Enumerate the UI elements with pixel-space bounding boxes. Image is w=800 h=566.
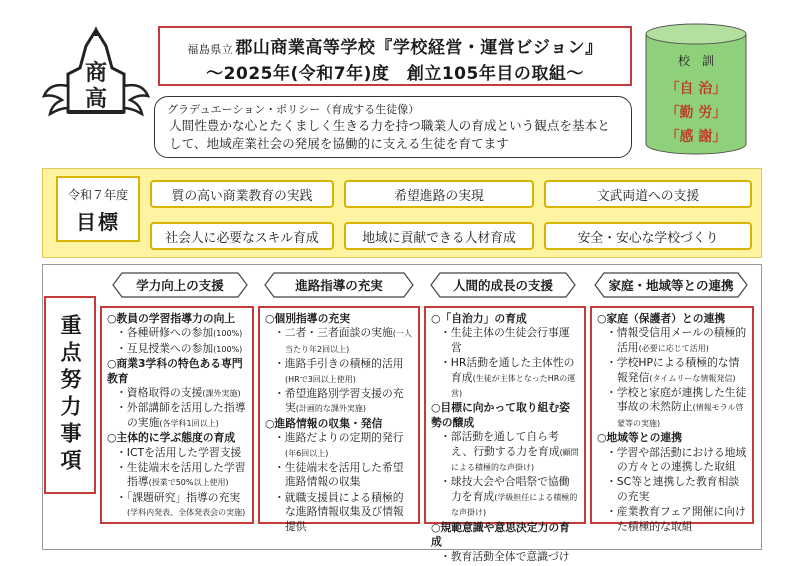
goal-item-5: 地域に貢献できる人材育成	[344, 222, 534, 250]
title-line2: ～2025年(令和7年)度 創立105年目の取組～	[206, 64, 584, 84]
column-2-content	[258, 306, 420, 533]
list-item: ・生徒端末を活用した学習指導(授業で50%以上使用)	[116, 461, 246, 489]
motto-item-3: 「感 謝」	[665, 129, 727, 145]
motto-cylinder	[644, 22, 748, 156]
goal-item-1: 質の高い商業教育の実践	[150, 180, 334, 208]
column-1-title: 学力向上の支援	[136, 278, 224, 293]
title-prefix: 福島県立	[187, 43, 234, 56]
motto-item-1: 「自 治」	[665, 81, 727, 97]
column-3-section-heading: ○規範意識や意思決定力の育成	[431, 520, 570, 549]
column-3-section-heading: ○目標に向かって取り組む姿勢の醸成	[431, 401, 570, 429]
list-item: ・情報受信用メールの積極的活用(必要に応じて活用)	[606, 326, 747, 354]
list-item: ・部活動を通して自ら考え、行動する力を育成(顧問による積極的な声掛け)	[440, 430, 579, 473]
column-1-section-heading: ○教員の学習指導力の向上	[107, 312, 236, 325]
column-1-header	[112, 272, 248, 298]
column-1-section-heading: ○商業3学科の特色ある専門教育	[107, 357, 243, 385]
school-logo	[40, 24, 152, 124]
logo-char-top: 商	[84, 61, 108, 86]
list-item: ・進路手引きの積極的活用(HRで3回以上使用)	[274, 357, 404, 384]
column-3-header	[430, 272, 576, 298]
title-line1	[160, 33, 630, 58]
list-item: ・生徒端末を活用した希望進路情報の収集	[274, 461, 404, 489]
motto-item-2: 「勤 労」	[665, 105, 727, 121]
list-item: ・各種研修への参加(100%)	[116, 326, 243, 340]
list-item: ・二者・三者面談の実施(一人当たり年2回以上)	[274, 326, 412, 354]
logo-char-bottom: 高	[84, 87, 108, 112]
list-item: ・学校HPによる積極的な情報発信(タイムリーな情報発信)	[606, 356, 740, 384]
list-item: ・「課題研究」指導の充実(学科内発表、全体発表会の実施)	[116, 490, 246, 518]
goals-label	[56, 176, 140, 242]
list-item: ・外部講師を活用した指導の実施(各学科1回以上)	[116, 401, 246, 429]
list-item: ・学校と家庭が連携した生徒事故の未然防止(情報モラル啓蒙等の実施)	[606, 386, 747, 428]
column-2-section-heading: ○進路情報の収集・発信	[265, 416, 383, 430]
column-4-content	[590, 306, 754, 533]
column-4-section-heading: ○家庭（保護者）との連携	[597, 312, 726, 325]
column-1-content	[100, 306, 254, 524]
list-item: ・生徒主体の生徒会行事運営	[440, 326, 570, 354]
list-item: ・就職支援員による積極的な進路情報収集及び情報提供	[274, 490, 404, 533]
focus-label	[44, 296, 96, 494]
goal-item-3: 文武両道への支援	[544, 180, 752, 208]
column-2-header	[264, 272, 414, 298]
list-item: ・資格取得の支援(課外実施)	[116, 386, 241, 400]
title-box	[158, 26, 632, 86]
list-item: ・教育活動全体で意識づけ	[440, 549, 570, 563]
list-item: ・産業教育フェア開催に向けた積極的な取組	[606, 505, 746, 533]
column-1-section-heading: ○主体的に学ぶ態度の育成	[107, 431, 236, 445]
policy-body: 人間性豊かな心とたくましく生きる力を持つ職業人の育成という観点を基本として、地域産業社会の発展を協働的に支える生徒を育てます	[169, 118, 610, 151]
goal-item-6: 安全・安心な学校づくり	[544, 222, 752, 250]
column-3-section-heading: ○「自治力」の育成	[431, 312, 527, 325]
list-item: ・球技大会や合唱祭で協働力を育成(学級担任による積極的な声掛け)	[440, 475, 578, 518]
list-item: ・SC等と連携した教育相談の充実	[606, 475, 740, 503]
column-3-title: 人間的成長の支援	[452, 278, 553, 293]
goals-year: 令和７年度	[67, 188, 128, 202]
list-item: ・互見授業への参加(100%)	[116, 341, 243, 355]
column-4-header	[594, 272, 748, 298]
column-2-section-heading: ○個別指導の充実	[265, 312, 350, 325]
list-item: ・HR活動を通した主体性の育成(生徒が主体となったHRの運営)	[440, 356, 576, 399]
motto-heading: 校 訓	[677, 54, 714, 68]
column-2-title: 進路指導の充実	[295, 278, 383, 293]
title-school: 郡山商業高等学校『学校経営・運営ビジョン』	[235, 38, 603, 58]
focus-label-text: 重点努力事項	[58, 314, 82, 476]
list-item: ・学習や部活動における地域の方々との連携した取組	[606, 445, 747, 474]
goal-item-2: 希望進路の実現	[344, 180, 534, 208]
policy-title: グラデュエーション・ポリシー（育成する生徒像）	[167, 103, 420, 116]
list-item: ・進路だよりの定期的発行(年6回以上)	[274, 431, 404, 458]
list-item: ・ICTを活用した学習支援	[116, 445, 242, 459]
column-4-title: 家庭・地域等との連携	[608, 278, 734, 293]
column-4-section-heading: ○地域等との連携	[597, 431, 682, 445]
list-item: ・希望進路別学習支援の充実(計画的な課外実施)	[274, 387, 404, 415]
column-3-content	[424, 306, 586, 563]
goals-title: 目標	[76, 210, 120, 234]
goal-item-4: 社会人に必要なスキル育成	[150, 222, 334, 250]
graduation-policy	[154, 96, 632, 158]
